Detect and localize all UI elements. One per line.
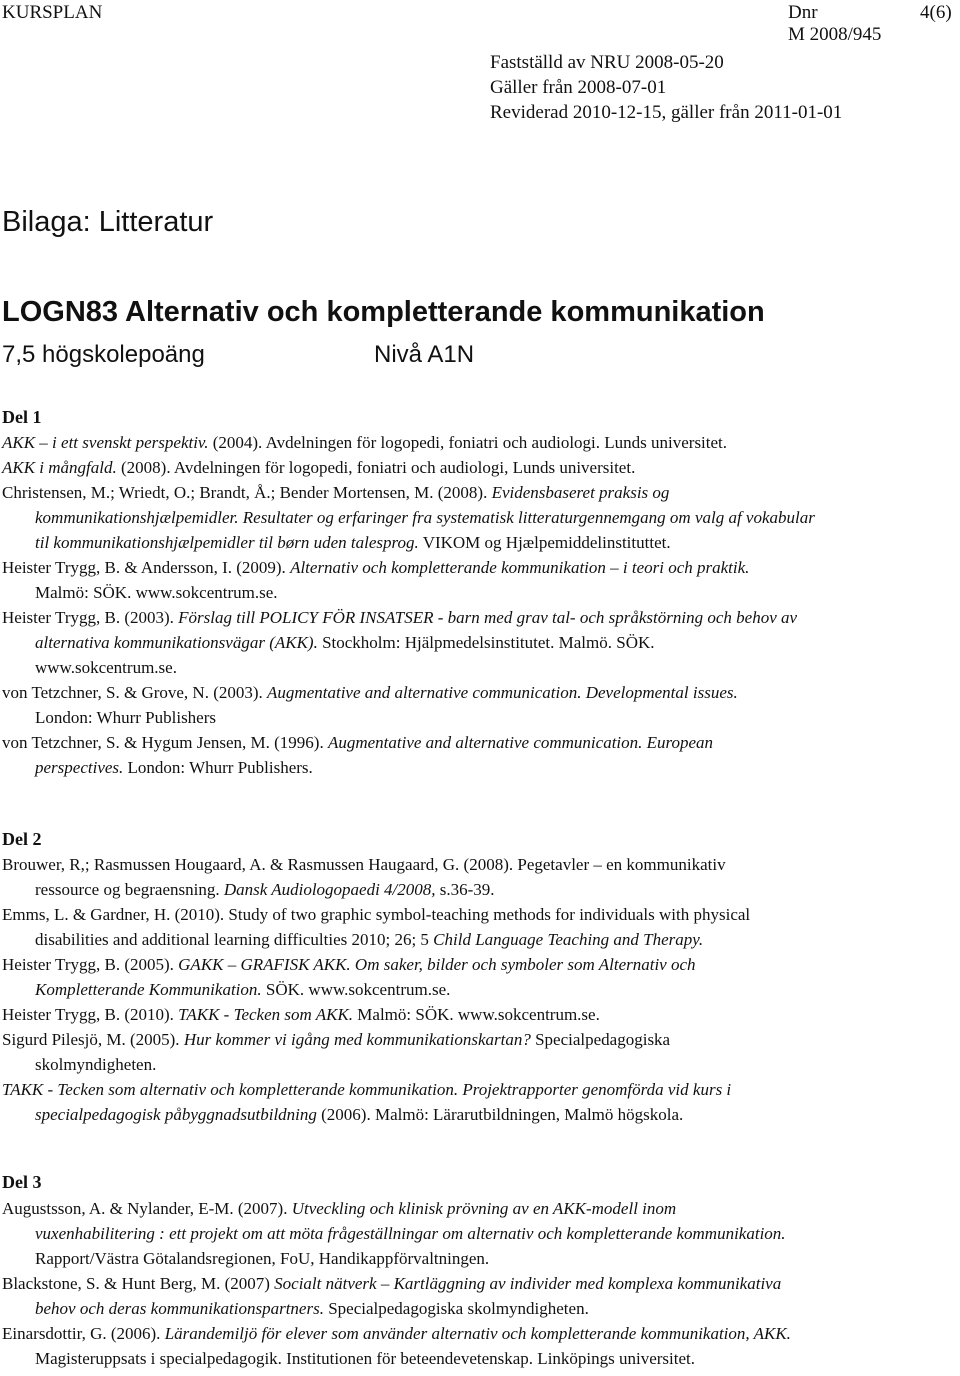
reference-text: skolmyndigheten. bbox=[35, 1055, 157, 1074]
reference-title: GAKK – GRAFISK AKK. Om saker, bilder och symboler som Alternativ och bbox=[178, 955, 696, 974]
reference-list-2 bbox=[2, 852, 750, 1127]
reference-title: Kompletterande Kommunikation. bbox=[35, 980, 262, 999]
reference-title: Evidensbaseret praksis og bbox=[491, 483, 670, 502]
header-page-number: 4(6) bbox=[920, 2, 952, 23]
reference-text: Specialpedagogiska bbox=[530, 1030, 671, 1049]
reference-title: Augmentative and alternative communication. European bbox=[327, 733, 714, 752]
reference-title: Child Language Teaching and Therapy. bbox=[433, 930, 704, 949]
reference-text: London: Whurr Publishers. bbox=[123, 758, 313, 777]
course-level: Nivå A1N bbox=[374, 341, 475, 368]
reference-text: Malmö: SÖK. www.sokcentrum.se. bbox=[35, 583, 278, 602]
header-reviderad: Reviderad 2010-12-15, gäller från 2011-01-01 bbox=[490, 102, 843, 123]
reference-text: Magisteruppsats i specialpedagogik. Institutionen för beteendevetenskap. Linköpings universitet. bbox=[35, 1349, 696, 1368]
section-heading-2: Del 2 bbox=[2, 829, 42, 849]
reference-text: Malmö: SÖK. www.sokcentrum.se. bbox=[353, 1005, 600, 1024]
reference-text: Stockholm: Hjälpmedelsinstitutet. Malmö. SÖK. bbox=[317, 633, 655, 652]
reference-text: ressource og begraensning. bbox=[35, 880, 224, 899]
reference-item bbox=[2, 555, 815, 605]
reference-text: SÖK. www.sokcentrum.se. bbox=[261, 980, 451, 999]
reference-text: Specialpedagogiska skolmyndigheten. bbox=[323, 1299, 589, 1318]
reference-text: Rapport/Västra Götalandsregionen, FoU, Handikappförvaltningen. bbox=[35, 1249, 490, 1268]
reference-item bbox=[2, 1321, 791, 1371]
reference-text: (2008). Avdelningen för logopedi, foniatri och audiologi, Lunds universitet. bbox=[116, 458, 636, 477]
reference-text: Heister Trygg, B. (2005). bbox=[2, 955, 179, 974]
section-heading-1: Del 1 bbox=[2, 407, 42, 427]
reference-title: Förslag till POLICY FÖR INSATSER - barn med grav tal- och språkstörning och behov av bbox=[178, 608, 798, 627]
reference-list-3 bbox=[2, 1196, 791, 1371]
reference-text: VIKOM og Hjælpemiddelinstituttet. bbox=[418, 533, 671, 552]
reference-title: Augmentative and alternative communication. Developmental issues. bbox=[267, 683, 738, 702]
reference-text: www.sokcentrum.se. bbox=[35, 658, 177, 677]
reference-item bbox=[2, 480, 815, 555]
reference-text: s.36-39. bbox=[435, 880, 495, 899]
header-fastst: Fastställd av NRU 2008-05-20 bbox=[490, 52, 724, 73]
reference-text: Sigurd Pilesjö, M. (2005). bbox=[2, 1030, 184, 1049]
reference-item bbox=[2, 852, 750, 902]
reference-title: TAKK - Tecken som AKK. bbox=[178, 1005, 354, 1024]
reference-title: til kommunikationshjælpemidler til børn uden talesprog. bbox=[35, 533, 419, 552]
reference-item bbox=[2, 455, 815, 480]
reference-title: Lärandemiljö för elever som använder alternativ och kompletterande kommunikation, AKK. bbox=[164, 1324, 791, 1343]
header-dnr-label: Dnr bbox=[788, 2, 818, 23]
reference-title: Utveckling och klinisk prövning av en AKK-modell inom bbox=[291, 1199, 677, 1218]
reference-text: Heister Trygg, B. & Andersson, I. (2009). bbox=[2, 558, 291, 577]
course-title: LOGN83 Alternativ och kompletterande kommunikation bbox=[2, 296, 765, 328]
reference-text: von Tetzchner, S. & Hygum Jensen, M. (1996). bbox=[2, 733, 328, 752]
reference-item bbox=[2, 1027, 750, 1077]
reference-text: Einarsdottir, G. (2006). bbox=[2, 1324, 165, 1343]
header-dnr-number: M 2008/945 bbox=[788, 24, 882, 45]
reference-title: Hur kommer vi igång med kommunikationskartan? bbox=[183, 1030, 531, 1049]
reference-list-1 bbox=[2, 430, 815, 780]
reference-text: Brouwer, R,; Rasmussen Hougaard, A. & Rasmussen Haugaard, G. (2008). Pegetavler – en kommunikativ bbox=[2, 855, 726, 874]
reference-title: Socialt nätverk – Kartläggning av individer med komplexa kommunikativa bbox=[274, 1274, 782, 1293]
course-credits: 7,5 högskolepoäng bbox=[2, 341, 205, 368]
reference-title: behov och deras kommunikationspartners. bbox=[35, 1299, 324, 1318]
reference-text: Emms, L. & Gardner, H. (2010). Study of two graphic symbol-teaching methods for individuals with physical bbox=[2, 905, 751, 924]
reference-text: Augustsson, A. & Nylander, E-M. (2007). bbox=[2, 1199, 292, 1218]
header-kursplan: KURSPLAN bbox=[2, 2, 103, 23]
reference-item bbox=[2, 1271, 791, 1321]
reference-title: AKK i mångfald. bbox=[2, 458, 117, 477]
reference-text: London: Whurr Publishers bbox=[35, 708, 217, 727]
reference-title: alternativa kommunikationsvägar (AKK). bbox=[35, 633, 318, 652]
header-galler: Gäller från 2008-07-01 bbox=[490, 77, 667, 98]
reference-item bbox=[2, 1196, 791, 1271]
reference-title: kommunikationshjælpemidler. Resultater og erfaringer fra systematisk litteraturgennemgang om valg af vokabular bbox=[35, 508, 815, 527]
appendix-title: Bilaga: Litteratur bbox=[2, 206, 214, 238]
reference-text: Heister Trygg, B. (2010). bbox=[2, 1005, 179, 1024]
reference-text: (2006). Malmö: Lärarutbildningen, Malmö högskola. bbox=[316, 1105, 684, 1124]
reference-title: Alternativ och kompletterande kommunikation – i teori och praktik. bbox=[290, 558, 750, 577]
reference-text: disabilities and additional learning difficulties 2010; 26; 5 bbox=[35, 930, 434, 949]
header-dates bbox=[490, 50, 842, 125]
reference-item bbox=[2, 730, 815, 780]
reference-item bbox=[2, 952, 750, 1002]
reference-text: Heister Trygg, B. (2003). bbox=[2, 608, 179, 627]
reference-text: von Tetzchner, S. & Grove, N. (2003). bbox=[2, 683, 268, 702]
reference-title: TAKK - Tecken som alternativ och kompletterande kommunikation. Projektrapporter genomförda vid kurs i bbox=[2, 1080, 732, 1099]
reference-title: AKK – i ett svenskt perspektiv. bbox=[2, 433, 209, 452]
reference-item bbox=[2, 1002, 750, 1027]
reference-item bbox=[2, 680, 815, 730]
reference-title: vuxenhabilitering : ett projekt om att möta frågeställningar om alternativ och kompletterande kommunikation. bbox=[35, 1224, 786, 1243]
reference-title: specialpedagogisk påbyggnadsutbildning bbox=[35, 1105, 317, 1124]
reference-item bbox=[2, 430, 815, 455]
reference-text: (2004). Avdelningen för logopedi, foniatri och audiologi. Lunds universitet. bbox=[208, 433, 728, 452]
reference-item bbox=[2, 902, 750, 952]
section-heading-3: Del 3 bbox=[2, 1172, 42, 1192]
reference-text: Christensen, M.; Wriedt, O.; Brandt, Å.; Bender Mortensen, M. (2008). bbox=[2, 483, 492, 502]
reference-title: perspectives. bbox=[35, 758, 124, 777]
reference-text: Blackstone, S. & Hunt Berg, M. (2007) bbox=[2, 1274, 275, 1293]
reference-item bbox=[2, 1077, 750, 1127]
reference-title: Dansk Audiologopaedi 4/2008, bbox=[223, 880, 436, 899]
reference-item bbox=[2, 605, 815, 680]
